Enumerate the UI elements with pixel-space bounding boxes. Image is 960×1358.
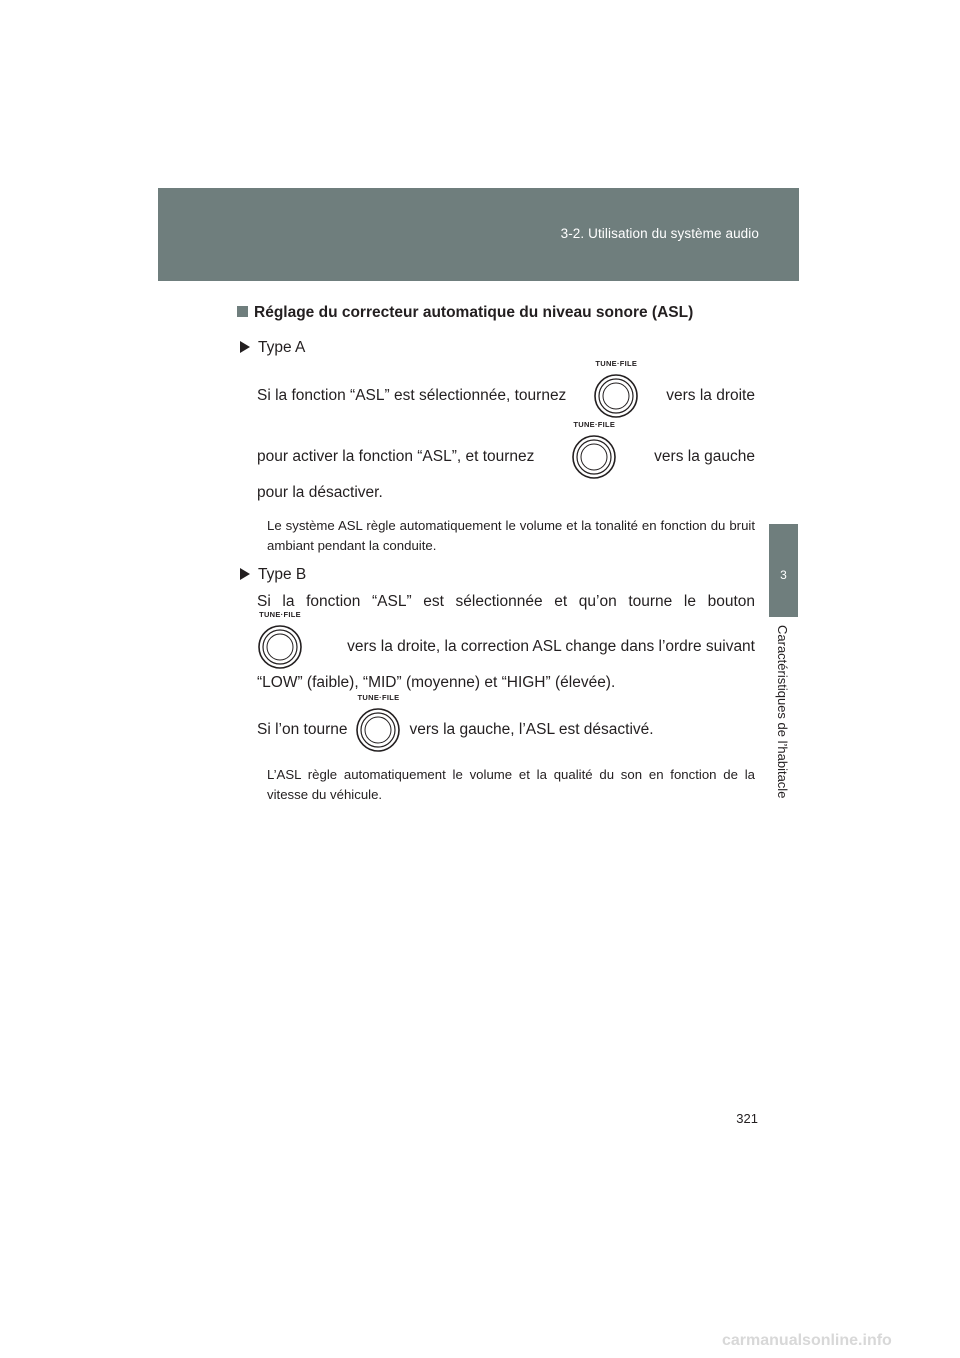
type-a-line-2: pour activer la fonction “ASL”, et tournez TUNE·FILE vers la gauche — [257, 434, 755, 480]
svg-text:carmanualsonline.info: carmanualsonline.info — [722, 1332, 892, 1349]
tune-file-knob-icon: TUNE·FILE — [257, 624, 303, 670]
chapter-tab-label — [769, 625, 798, 830]
type-b-note: L’ASL règle automatiquement le volume et la qualité du son en fonction de la vitesse du véhicule. — [267, 767, 755, 802]
tune-file-knob-icon: TUNE·FILE — [571, 434, 617, 480]
type-b-title: Type B — [240, 566, 306, 584]
type-b-line-1: Si la fonction “ASL” est sélectionnée et qu’on tourne le bouton — [257, 593, 755, 610]
section-title: 3-2. Utilisation du système audio — [560, 226, 759, 241]
type-b-line-2: TUNE·FILE vers la droite, la correction ASL change dans l’ordre suivant — [257, 624, 755, 670]
tune-file-knob-icon: TUNE·FILE — [355, 707, 401, 753]
chapter-tab — [769, 524, 798, 617]
type-b-line-3: “LOW” (faible), “MID” (moyenne) et “HIGH” (élevée). — [257, 674, 616, 691]
heading-square-icon — [237, 306, 248, 317]
section-heading — [237, 304, 757, 322]
type-a-title: Type A — [240, 339, 305, 357]
chapter-label-text: Caractéristiques de l’habitacle — [775, 625, 790, 799]
arrow-bullet-icon — [240, 568, 250, 580]
page-number: 321 — [736, 1111, 758, 1126]
heading-text: Réglage du correcteur automatique du niveau sonore (ASL) — [254, 304, 694, 321]
arrow-bullet-icon — [240, 341, 250, 353]
type-a-line-1: Si la fonction “ASL” est sélectionnée, tournez TUNE·FILE vers la droite — [257, 373, 755, 419]
type-a-line-3: pour la désactiver. — [257, 484, 383, 501]
type-a-note: Le système ASL règle automatiquement le volume et la tonalité en fonction du bruit ambiant pendant la conduite. — [267, 518, 755, 553]
type-b-line-4: Si l’on tourne TUNE·FILE vers la gauche, l’ASL est désactivé. — [257, 707, 755, 753]
section-header — [158, 188, 799, 281]
chapter-number: 3 — [780, 568, 787, 582]
tune-file-knob-icon: TUNE·FILE — [593, 373, 639, 419]
watermark-logo — [722, 1330, 952, 1350]
